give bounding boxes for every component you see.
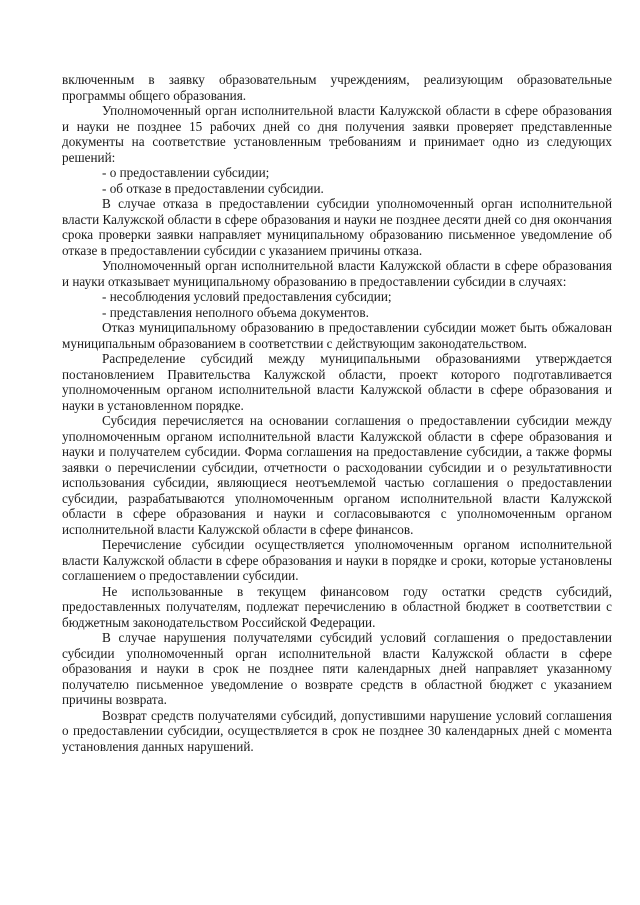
- list-item-4: - представления неполного объема документов.: [102, 304, 369, 320]
- paragraph-7: Субсидия перечисляется на основании соглашения о предоставлении субсидии между уполномоченным органом исполнительной власти Калужской области в сфере образования и науки и получателем субсидии. Форма соглашения на предоставление субсидии, а также формы заявки о перечислении субсидии, отчетности о расходовании субсидии и о результативности использования субсидии, являющиеся неотъемлемой частью соглашения о предоставлении субсидии, разрабатываются уполномоченным органом исполнительной власти Калужской области в сфере образования и науки и согласовываются с уполномоченным органом исполнительной власти Калужской области в сфере финансов.: [62, 413, 612, 537]
- paragraph-5: Отказ муниципальному образованию в предоставлении субсидии может быть обжалован муниципальным образованием в соответствии с действующим законодательством.: [62, 320, 612, 351]
- paragraph-6: Распределение субсидий между муниципальными образованиями утверждается постановлением Правительства Калужской области, проект которого подготавливается уполномоченным органом исполнительной власти Калужской области в сфере образования и науки в установленном порядке.: [62, 351, 612, 413]
- paragraph-2: Уполномоченный орган исполнительной власти Калужской области в сфере образования и науки не позднее 15 рабочих дней со дня получения заявки проверяет представленные документы на соответствие установленным требованиям и принимает одно из следующих решений:: [62, 103, 612, 165]
- paragraph-10: В случае нарушения получателями субсидий условий соглашения о предоставлении субсидии уполномоченный орган исполнительной власти Калужской области в сфере образования и науки в срок не позднее пяти календарных дней направляет указанному получателю письменное уведомление о возврате средств в областной бюджет с указанием причины возврата.: [62, 630, 612, 707]
- paragraph-3: В случае отказа в предоставлении субсидии уполномоченный орган исполнительной власти Калужской области в сфере образования и науки не позднее десяти дней со дня окончания срока проверки заявки направляет муниципальному образованию письменное уведомление об отказе в предоставлении субсидии с указанием причины отказа.: [62, 196, 612, 258]
- paragraph-9: Не использованные в текущем финансовом году остатки средств субсидий, предоставленных получателям, подлежат перечислению в областной бюджет в соответствии с бюджетным законодательством Российской Федерации.: [62, 583, 612, 630]
- paragraph-1: включенным в заявку образовательным учреждениям, реализующим образовательные программы общего образования.: [62, 72, 612, 103]
- list-item-2: - об отказе в предоставлении субсидии.: [102, 180, 324, 196]
- paragraph-4: Уполномоченный орган исполнительной власти Калужской области в сфере образования и науки отказывает муниципальному образованию в предоставлении субсидии в случаях:: [62, 258, 612, 289]
- list-item-3: - несоблюдения условий предоставления субсидии;: [102, 289, 392, 304]
- paragraph-11: Возврат средств получателями субсидий, допустившими нарушение условий соглашения о предоставлении субсидии, осуществляется в срок не позднее 30 календарных дней с момента установления данных нарушений.: [62, 707, 612, 754]
- paragraph-8: Перечисление субсидии осуществляется уполномоченным органом исполнительной власти Калужской области в сфере образования и науки в порядке и сроки, которые установлены соглашением о предоставлении субсидии.: [62, 537, 612, 583]
- list-item-1: - о предоставлении субсидии;: [102, 165, 270, 180]
